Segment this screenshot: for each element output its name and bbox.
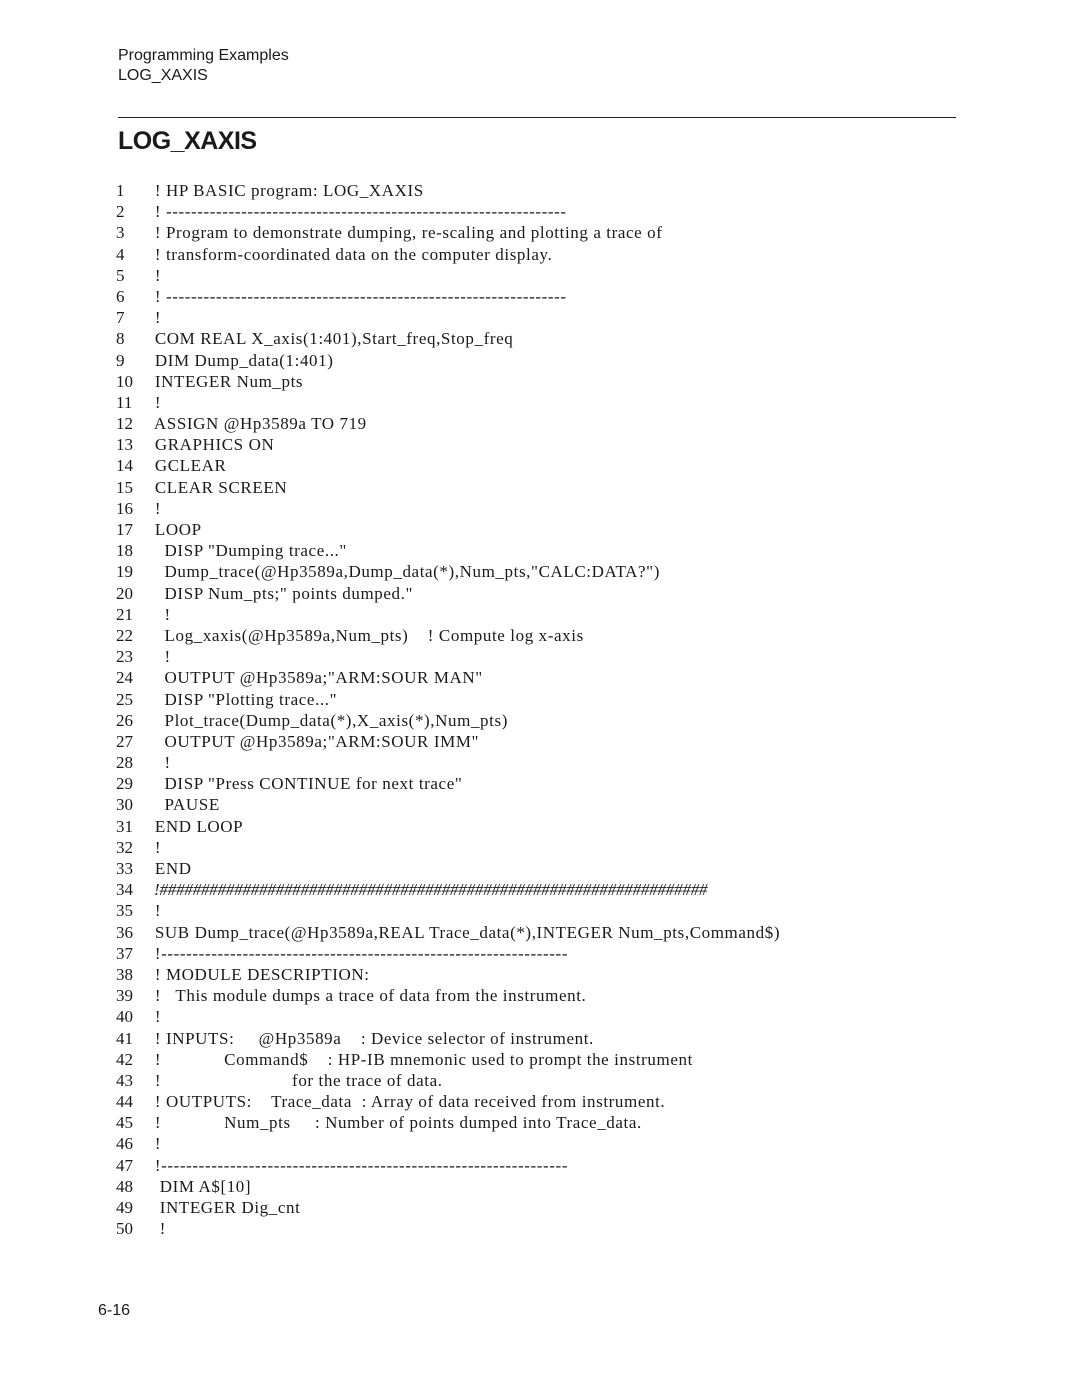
line-number: 32 [116, 837, 133, 857]
code-line [116, 583, 780, 604]
line-text: ! Num_pts : Number of points dumped into Trace_data. [150, 1113, 642, 1133]
code-line [116, 794, 780, 815]
line-text: END [150, 859, 192, 878]
line-number: 30 [116, 795, 133, 815]
line-text: ! [150, 1134, 162, 1154]
code-line [116, 201, 780, 222]
code-line [116, 561, 780, 582]
code-line [116, 328, 780, 349]
line-number: 11 [116, 392, 133, 412]
line-text: ! Command$ : HP-IB mnemonic used to prompt the instrument [150, 1049, 693, 1069]
code-line [116, 689, 780, 710]
code-line [116, 625, 780, 646]
line-text: ! for the trace of data. [150, 1070, 443, 1090]
code-line [116, 519, 780, 540]
code-line [116, 371, 780, 392]
line-text: DIM Dump_data(1:401) [150, 350, 334, 370]
line-number: 46 [116, 1134, 133, 1154]
line-number: 9 [116, 350, 125, 370]
code-line [116, 307, 780, 328]
code-line [116, 773, 780, 794]
page-title: LOG_XAXIS [118, 127, 257, 155]
line-text: DISP Num_pts;" points dumped." [150, 583, 414, 603]
line-text: COM REAL X_axis(1:401),Start_freq,Stop_freq [150, 329, 514, 349]
code-line [116, 1028, 780, 1049]
line-text: ! [150, 753, 171, 773]
code-line [116, 1006, 780, 1027]
line-text: ! [150, 265, 162, 285]
code-line [116, 837, 780, 858]
running-header [118, 46, 289, 86]
line-number: 36 [116, 922, 133, 942]
line-number: 5 [116, 265, 125, 285]
code-line [116, 455, 780, 476]
code-line [116, 604, 780, 625]
line-number: 22 [116, 625, 133, 645]
code-line [116, 879, 780, 900]
page-number: 6-16 [98, 1302, 131, 1319]
code-line [116, 244, 780, 265]
line-text: Plot_trace(Dump_data(*),X_axis(*),Num_pts) [150, 710, 508, 730]
line-text: CLEAR SCREEN [150, 477, 288, 497]
code-line [116, 985, 780, 1006]
line-number: 31 [116, 816, 133, 836]
code-line [116, 350, 780, 371]
line-number: 27 [116, 731, 133, 751]
line-number: 17 [116, 520, 133, 539]
line-text: OUTPUT @Hp3589a;"ARM:SOUR MAN" [150, 668, 483, 688]
line-number: 7 [116, 308, 125, 328]
line-text: ! MODULE DESCRIPTION: [150, 964, 370, 984]
line-text: !################################################################## [150, 880, 708, 900]
code-line [116, 964, 780, 985]
line-text: ! INPUTS: @Hp3589a : Device selector of instrument. [150, 1028, 594, 1048]
code-line [116, 540, 780, 561]
line-text: ! OUTPUTS: Trace_data : Array of data received from instrument. [150, 1092, 666, 1112]
line-text: ! [150, 901, 162, 921]
line-text: Dump_trace(@Hp3589a,Dump_data(*),Num_pts,"CALC:DATA?") [150, 562, 660, 582]
header-section: Programming Examples [118, 47, 289, 64]
line-number: 37 [116, 943, 133, 963]
code-line [116, 265, 780, 286]
line-text: !----------------------------------------------------------------- [150, 943, 569, 963]
line-text: PAUSE [150, 795, 220, 815]
line-text: Log_xaxis(@Hp3589a,Num_pts) ! Compute log x-axis [150, 625, 584, 645]
code-line [116, 646, 780, 667]
code-line [116, 858, 780, 879]
line-number: 33 [116, 859, 133, 878]
line-number: 23 [116, 647, 133, 667]
code-line [116, 222, 780, 243]
line-number: 3 [116, 223, 125, 243]
line-text: SUB Dump_trace(@Hp3589a,REAL Trace_data(*),INTEGER Num_pts,Command$) [150, 922, 781, 942]
line-text: OUTPUT @Hp3589a;"ARM:SOUR IMM" [150, 731, 480, 751]
line-text: ! HP BASIC program: LOG_XAXIS [150, 181, 424, 200]
code-line [116, 413, 780, 434]
code-line [116, 392, 780, 413]
line-text: INTEGER Dig_cnt [150, 1198, 301, 1217]
line-text: ! [150, 647, 171, 667]
line-number: 39 [116, 986, 133, 1006]
line-text: DIM A$[10] [150, 1176, 252, 1196]
line-number: 47 [116, 1155, 133, 1175]
line-number: 10 [116, 371, 133, 391]
line-text: ! ---------------------------------------------------------------- [150, 202, 567, 222]
line-number: 13 [116, 435, 133, 455]
line-text: ! transform-coordinated data on the computer display. [150, 244, 553, 264]
line-number: 44 [116, 1092, 133, 1112]
line-number: 40 [116, 1007, 133, 1027]
line-number: 1 [116, 181, 125, 200]
code-line [116, 816, 780, 837]
line-text: ASSIGN @Hp3589a TO 719 [150, 414, 367, 434]
code-line [116, 1049, 780, 1070]
line-number: 45 [116, 1113, 133, 1133]
line-number: 26 [116, 710, 133, 730]
line-number: 48 [116, 1176, 133, 1196]
line-number: 6 [116, 286, 125, 306]
line-number: 35 [116, 901, 133, 921]
line-text: !----------------------------------------------------------------- [150, 1155, 569, 1175]
line-number: 43 [116, 1070, 133, 1090]
code-line [116, 1112, 780, 1133]
line-text: ! Program to demonstrate dumping, re-scaling and plotting a trace of [150, 223, 663, 243]
line-number: 15 [116, 477, 133, 497]
line-number: 41 [116, 1028, 133, 1048]
code-line [116, 710, 780, 731]
line-text: DISP "Press CONTINUE for next trace" [150, 774, 463, 794]
line-text: LOOP [150, 520, 202, 539]
line-text: ! [150, 392, 162, 412]
code-line [116, 900, 780, 921]
line-number: 21 [116, 604, 133, 624]
line-number: 14 [116, 456, 133, 476]
line-text: ! [150, 498, 162, 518]
line-number: 2 [116, 202, 125, 222]
line-number: 12 [116, 414, 133, 434]
line-text: GCLEAR [150, 456, 227, 476]
line-number: 19 [116, 562, 133, 582]
code-line [116, 1197, 780, 1218]
header-subsection: LOG_XAXIS [118, 67, 208, 84]
code-line [116, 922, 780, 943]
code-line [116, 752, 780, 773]
code-listing [116, 180, 780, 1239]
line-number: 24 [116, 668, 133, 688]
code-line [116, 477, 780, 498]
code-line [116, 286, 780, 307]
code-line [116, 1070, 780, 1091]
line-number: 25 [116, 689, 133, 709]
line-number: 28 [116, 753, 133, 773]
line-text: DISP "Plotting trace..." [150, 689, 338, 709]
line-text: ! [150, 837, 162, 857]
line-text: END LOOP [150, 816, 244, 836]
line-number: 38 [116, 964, 133, 984]
code-line [116, 1091, 780, 1112]
code-line [116, 667, 780, 688]
line-text: ! [150, 604, 171, 624]
line-text: ! [150, 308, 162, 328]
line-number: 29 [116, 774, 133, 794]
code-line [116, 498, 780, 519]
code-line [116, 1176, 780, 1197]
line-text: ! This module dumps a trace of data from the instrument. [150, 986, 587, 1006]
code-line [116, 1155, 780, 1176]
line-number: 50 [116, 1219, 133, 1239]
line-number: 18 [116, 541, 133, 561]
line-number: 42 [116, 1049, 133, 1069]
code-line [116, 180, 780, 201]
line-number: 4 [116, 244, 125, 264]
line-number: 16 [116, 498, 133, 518]
line-text: DISP "Dumping trace..." [150, 541, 347, 561]
header-divider [118, 117, 956, 118]
code-line [116, 1218, 780, 1239]
line-text: GRAPHICS ON [150, 435, 275, 455]
code-line [116, 434, 780, 455]
line-number: 8 [116, 329, 125, 349]
line-text: ! ---------------------------------------------------------------- [150, 286, 567, 306]
line-text: ! [150, 1219, 166, 1239]
line-number: 20 [116, 583, 133, 603]
code-line [116, 731, 780, 752]
line-text: ! [150, 1007, 162, 1027]
code-line [116, 1133, 780, 1154]
line-text: INTEGER Num_pts [150, 371, 304, 391]
line-number: 34 [116, 880, 133, 900]
code-line [116, 943, 780, 964]
line-number: 49 [116, 1198, 133, 1217]
